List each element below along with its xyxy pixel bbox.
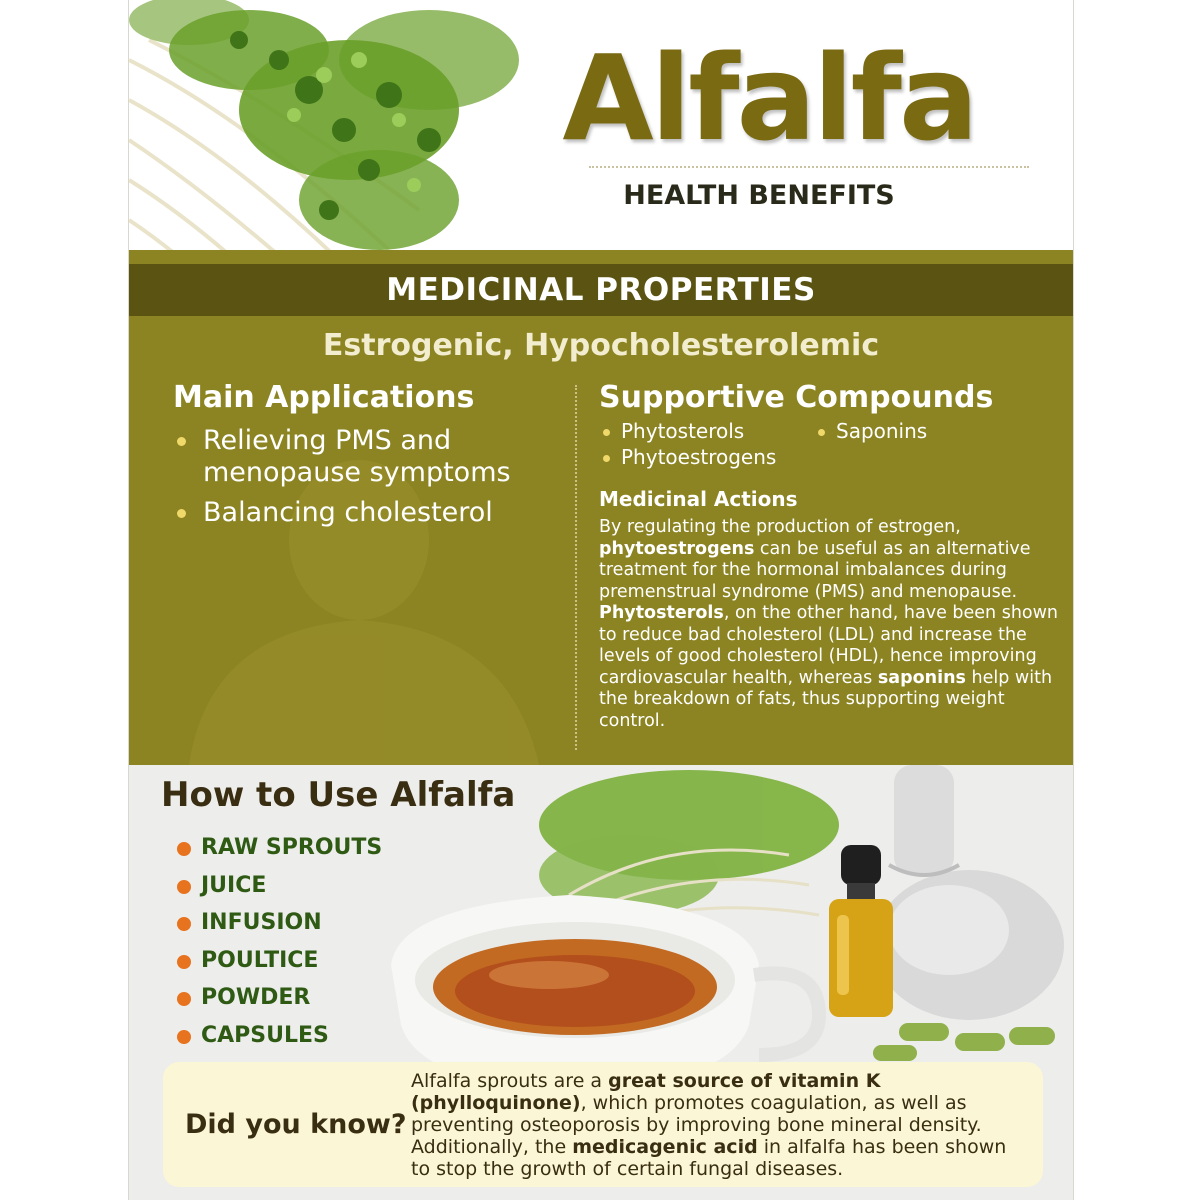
emphasis-text: medicagenic acid bbox=[572, 1136, 758, 1158]
main-applications bbox=[173, 380, 573, 537]
medicinal-properties-section bbox=[129, 250, 1073, 765]
list-item: Phytosterols bbox=[599, 419, 744, 443]
medicinal-properties-heading: MEDICINAL PROPERTIES bbox=[386, 272, 816, 308]
page-subtitle: HEALTH BENEFITS bbox=[623, 180, 895, 211]
list-item: CAPSULES bbox=[175, 1021, 382, 1059]
list-item: Saponins bbox=[814, 419, 927, 443]
did-you-know-callout bbox=[163, 1062, 1043, 1187]
medicinal-actions-text bbox=[599, 517, 1059, 732]
emphasis-text: Phytosterols bbox=[599, 603, 724, 623]
supportive-compounds bbox=[599, 380, 1059, 732]
text-run: , which promotes coagulation, as well as preventing osteoporosis by improving bone mineral density. Additionally, the bbox=[411, 1092, 982, 1158]
properties-text: Estrogenic, Hypocholesterolemic bbox=[322, 328, 880, 363]
list-item: RAW SPROUTS bbox=[175, 833, 382, 871]
did-you-know-label: Did you know? bbox=[185, 1109, 407, 1140]
compounds-list bbox=[599, 419, 1059, 477]
how-to-use-section bbox=[129, 765, 1073, 1200]
list-item: INFUSION bbox=[175, 908, 382, 946]
text-run: Alfalfa sprouts are a bbox=[411, 1070, 609, 1092]
list-item: POWDER bbox=[175, 983, 382, 1021]
text-run: help with the breakdown of fats, thus supporting weight control. bbox=[599, 667, 1053, 731]
how-to-use-heading: How to Use Alfalfa bbox=[161, 775, 516, 815]
text-run: can be useful as an alternative treatment for the hormonal imbalances during premenstrual syndrome (PMS) and menopause. bbox=[599, 538, 1031, 602]
did-you-know-text bbox=[411, 1070, 1031, 1180]
text-run: , on the other hand, have been shown to reduce bad cholesterol (LDL) and increase the levels of good cholesterol (HDL), hence improving cardiovascular health, whereas bbox=[599, 603, 1059, 688]
header bbox=[129, 0, 1073, 250]
main-applications-heading: Main Applications bbox=[173, 380, 475, 415]
list-item: POULTICE bbox=[175, 946, 382, 984]
page-title: Alfalfa bbox=[562, 29, 976, 167]
poster bbox=[128, 0, 1074, 1200]
applications-list bbox=[173, 425, 573, 529]
list-item: Phytoestrogens bbox=[599, 445, 776, 469]
column-divider bbox=[575, 385, 577, 750]
medicinal-actions-heading: Medicinal Actions bbox=[599, 487, 798, 511]
emphasis-text: phytoestrogens bbox=[599, 538, 755, 559]
supportive-compounds-heading: Supportive Compounds bbox=[599, 380, 994, 415]
text-run: in alfalfa has been shown to stop the growth of certain fungal diseases. bbox=[411, 1136, 1007, 1180]
usage-list bbox=[175, 833, 382, 1058]
list-item: Relieving PMS and menopause symptoms bbox=[173, 425, 573, 489]
emphasis-text: great source of vitamin K (phylloquinone) bbox=[411, 1070, 881, 1114]
emphasis-text: saponins bbox=[877, 667, 966, 688]
list-item: JUICE bbox=[175, 871, 382, 909]
title-divider bbox=[589, 166, 1029, 168]
text-run: By regulating the production of estrogen, bbox=[599, 517, 961, 537]
list-item: Balancing cholesterol bbox=[173, 497, 573, 529]
medicinal-properties-band bbox=[129, 264, 1073, 316]
